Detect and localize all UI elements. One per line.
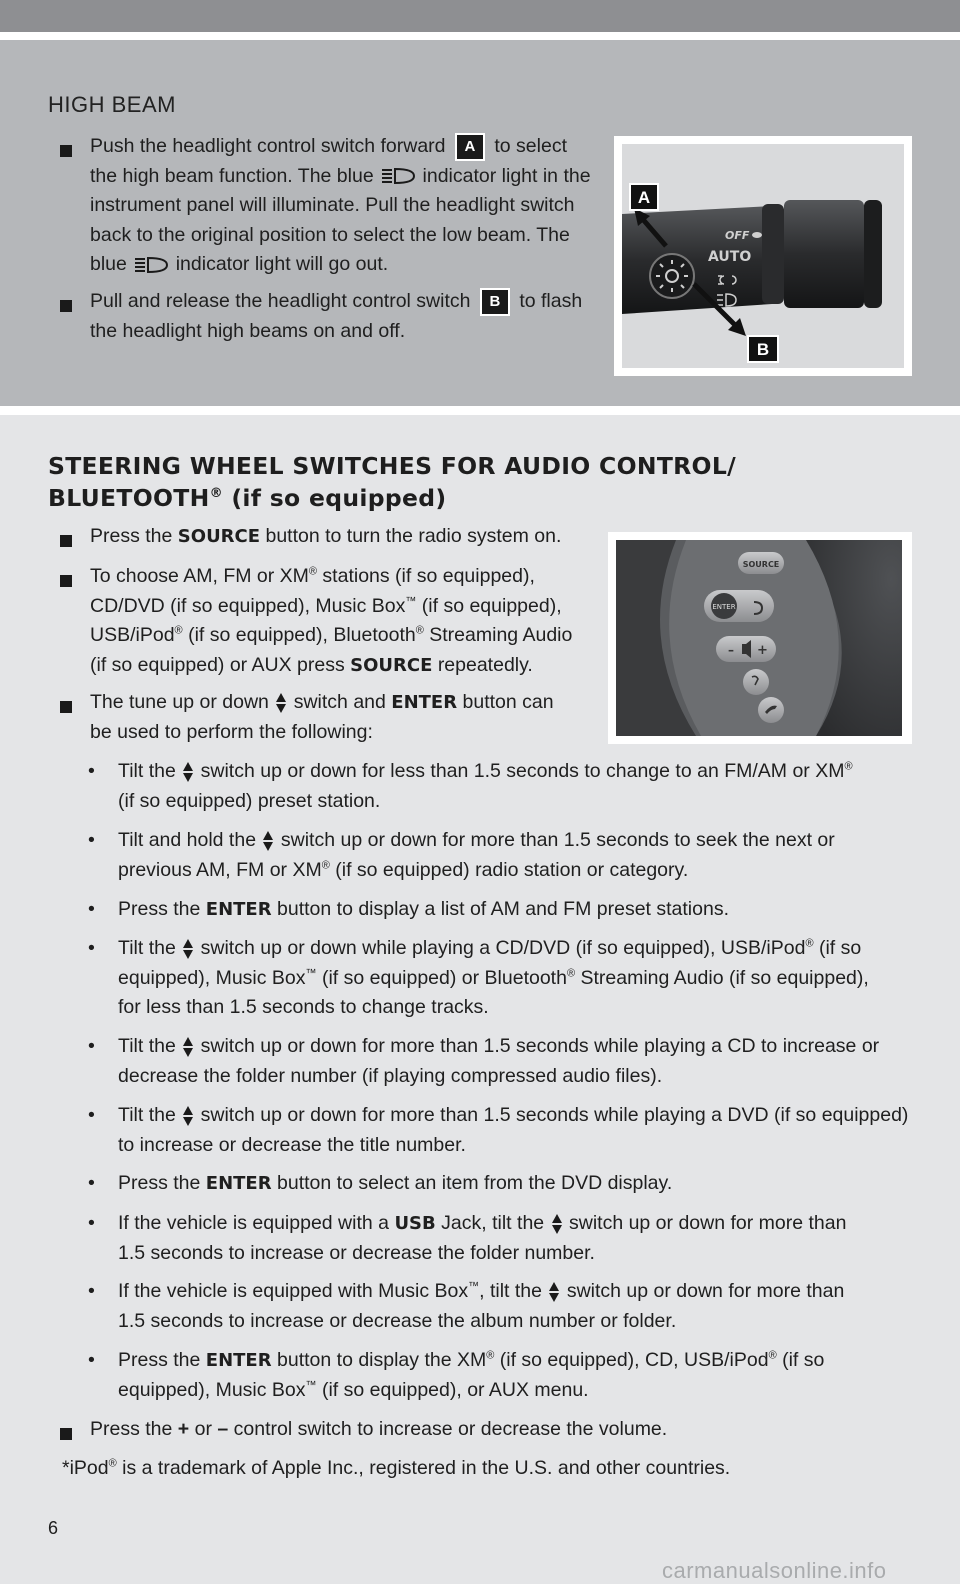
minus-label: – [728, 643, 734, 657]
tm-mark: ™ [405, 595, 417, 607]
text: equipped), Music Box [118, 966, 306, 989]
text: button to display a list of AM and FM preset stations. [277, 898, 729, 920]
text: switch up or down for more than [566, 1280, 845, 1302]
headlight-stalk-illustration [622, 144, 904, 368]
steering-switch-photo [608, 532, 912, 744]
text: SOURCE [350, 654, 433, 676]
text: switch up or down for less than 1.5 seconds to change to an FM/AM or XM [200, 760, 845, 782]
bullet-square-icon [60, 575, 72, 587]
watermark: carmanualsonline.info [662, 1558, 887, 1583]
label-b-badge: B [480, 288, 510, 316]
minus-symbol: – [217, 1418, 229, 1440]
text: to increase or decrease the title number. [118, 1133, 466, 1156]
reg-mark: ® [768, 1349, 777, 1362]
text: (if so equipped) radio station or category. [329, 858, 689, 881]
text: Tilt the [118, 760, 176, 782]
reg-mark: ® [174, 624, 183, 637]
footnote [62, 1454, 730, 1484]
reg-mark: ® [108, 1457, 117, 1470]
text: switch up or down while playing a CD/DVD (if so equipped), USB/iPod [200, 937, 806, 959]
text: switch up or down for more than 1.5 seconds while playing a CD to increase or [200, 1035, 880, 1057]
text: CD/DVD (if so equipped), Music Box [90, 594, 406, 617]
text: is a trademark of Apple Inc., registered in the U.S. and other countries. [116, 1457, 731, 1479]
text: Press the [90, 1418, 173, 1440]
text: previous AM, FM or XM [118, 858, 322, 881]
text: decrease the folder number (if playing compressed audio files). [118, 1064, 663, 1087]
tune-switch-icon [183, 1106, 193, 1126]
text: Jack, tilt the [441, 1212, 545, 1234]
steering-bullet-tune [90, 688, 554, 747]
steering-bullet-volume [90, 1415, 667, 1445]
text: blue [90, 253, 127, 275]
text: (if so equipped), or AUX menu. [316, 1378, 589, 1401]
text: (if so equipped) or Bluetooth [316, 966, 567, 989]
text: repeatedly. [437, 653, 533, 676]
tune-switch-icon [183, 1037, 193, 1057]
reg-mark: ® [805, 937, 814, 950]
photo-label-a: A [637, 188, 651, 207]
text: switch and [293, 691, 386, 713]
tm-mark: ™ [305, 967, 317, 979]
text: equipped), Music Box [118, 1378, 306, 1401]
tune-switch-icon [276, 693, 286, 713]
enter-button-label: ENTER [712, 603, 736, 611]
reg-mark: ® [321, 859, 330, 871]
auto-label: AUTO [708, 249, 752, 265]
text: BLUETOOTH [48, 484, 210, 512]
tune-switch-icon [549, 1282, 559, 1302]
text: 1.5 seconds to increase or decrease the folder number. [118, 1241, 595, 1264]
text: button to select an item from the DVD display. [277, 1172, 673, 1194]
text: If the vehicle is equipped with a [118, 1212, 390, 1234]
high-beam-indicator-icon [134, 256, 168, 274]
sub-bullet-5 [118, 1032, 918, 1091]
text: (if so equipped) or AUX press [90, 653, 345, 676]
bullet-square-icon [60, 300, 72, 312]
text: switch up or down for more than 1.5 seconds while playing a DVD (if so equipped) [200, 1104, 909, 1126]
high-beam-bullet-1 [90, 132, 591, 280]
sub-bullet-4 [118, 934, 918, 1023]
text: , tilt the [479, 1280, 542, 1302]
headlight-switch-photo [614, 136, 912, 376]
text: SOURCE [177, 526, 261, 547]
plus-symbol: + [177, 1418, 190, 1440]
text: back to the original position to select the low beam. The [90, 223, 570, 246]
sub-bullet-7 [118, 1169, 918, 1199]
text: to flash [519, 290, 583, 312]
text: Streaming Audio (if so equipped), [575, 966, 869, 989]
text: (if so [776, 1349, 825, 1371]
tune-switch-icon [263, 831, 273, 851]
tm-mark: ™ [468, 1280, 480, 1293]
high-beam-bullet-2 [90, 287, 582, 346]
text: or [194, 1418, 212, 1440]
sub-bullet-10 [118, 1346, 918, 1405]
plus-label: + [757, 643, 768, 658]
text: button to turn the radio system on. [265, 525, 562, 547]
text: the high beam function. The blue [90, 164, 374, 187]
text: To choose AM, FM or XM [90, 565, 309, 587]
steering-bullet-choose [90, 562, 572, 680]
steering-title-line1: STEERING WHEEL SWITCHES FOR AUDIO CONTROL/ [48, 452, 736, 480]
text: stations (if so equipped), [317, 565, 535, 587]
reg-mark: ® [844, 760, 853, 773]
off-label: OFF [725, 229, 750, 242]
text: ENTER [205, 899, 272, 920]
text: be used to perform the following: [90, 720, 373, 743]
text: If the vehicle is equipped with Music Box [118, 1280, 469, 1302]
text: ENTER [205, 1350, 272, 1371]
section-divider [0, 406, 960, 415]
text: Tilt the [118, 1104, 176, 1126]
reg-mark: ® [486, 1349, 495, 1362]
text: Press the [118, 1349, 201, 1371]
text: (if so equipped), CD, USB/iPod [494, 1349, 769, 1371]
text: Press the [118, 898, 201, 920]
reg-mark: ® [415, 624, 424, 637]
high-beam-title: HIGH BEAM [48, 92, 176, 117]
steering-title-line2 [48, 484, 446, 512]
text: Push the headlight control switch forward [90, 135, 446, 157]
text: (if so equipped) preset station. [118, 789, 381, 812]
text: Press the [90, 525, 173, 547]
sub-bullet-6 [118, 1101, 918, 1160]
text: Streaming Audio [423, 624, 573, 646]
sub-bullet-9 [118, 1277, 918, 1336]
text: Tilt the [118, 937, 176, 959]
text: (if so equipped) [222, 484, 447, 512]
page-number: 6 [48, 1518, 59, 1538]
reg-mark: ® [308, 565, 318, 578]
sub-bullet-8 [118, 1209, 918, 1268]
tm-mark: ™ [305, 1379, 317, 1391]
text: Tilt the [118, 1035, 176, 1057]
photo-label-b: B [756, 340, 770, 359]
text: indicator light will go out. [175, 253, 389, 275]
text: (if so [813, 937, 862, 959]
reg-mark: ® [209, 486, 223, 502]
sub-bullet-2 [118, 826, 918, 885]
bullet-square-icon [60, 1428, 72, 1440]
tune-switch-icon [183, 762, 193, 782]
text: Press the [118, 1172, 201, 1194]
top-band [0, 0, 960, 32]
text: switch up or down for more than 1.5 seconds to seek the next or [280, 829, 835, 851]
bullet-square-icon [60, 701, 72, 713]
steering-switches-illustration [616, 540, 902, 736]
text: The tune up or down [90, 691, 269, 713]
text: the headlight high beams on and off. [90, 319, 406, 342]
bullet-square-icon [60, 145, 72, 157]
text: indicator light in the [422, 164, 591, 187]
text: (if so equipped), Bluetooth [182, 624, 416, 646]
text: for less than 1.5 seconds to change tracks. [118, 996, 489, 1018]
text: (if so equipped), [416, 594, 562, 617]
text: Pull and release the headlight control switch [90, 290, 471, 312]
label-a-badge: A [455, 133, 485, 161]
text: ENTER [205, 1173, 272, 1194]
text: USB [394, 1213, 436, 1234]
text: ENTER [391, 692, 458, 713]
text: button to display the XM [277, 1349, 487, 1371]
source-button-label: SOURCE [742, 560, 780, 569]
text: button can [462, 691, 554, 713]
tune-switch-icon [183, 939, 193, 959]
text: to select [494, 135, 567, 157]
text: control switch to increase or decrease the volume. [233, 1418, 668, 1440]
steering-bullet-source [90, 522, 561, 552]
bullet-square-icon [60, 535, 72, 547]
text: USB/iPod [90, 624, 175, 646]
sub-bullet-1 [118, 757, 918, 816]
high-beam-indicator-icon [381, 167, 415, 185]
reg-mark: ® [566, 967, 576, 979]
tune-switch-icon [552, 1214, 562, 1234]
text: 1.5 seconds to increase or decrease the album number or folder. [118, 1309, 677, 1332]
text: switch up or down for more than [568, 1212, 847, 1234]
top-stripe [0, 32, 960, 40]
text: *iPod [62, 1457, 109, 1479]
text: instrument panel will illuminate. Pull the headlight switch [90, 194, 575, 216]
sub-bullet-3 [118, 895, 918, 925]
text: Tilt and hold the [118, 829, 257, 851]
